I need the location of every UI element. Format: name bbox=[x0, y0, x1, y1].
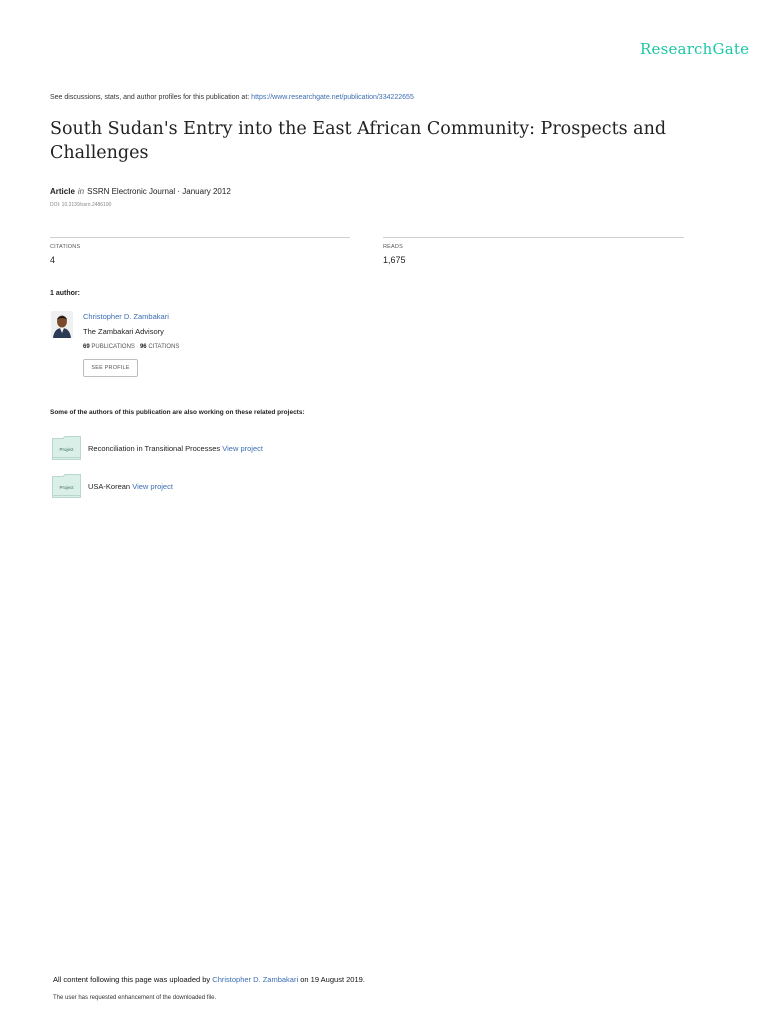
article-title: South Sudan's Entry into the East African Community: Prospects and Challenges bbox=[50, 119, 667, 163]
projects-heading: Some of the authors of this publication are also working on these related projects: bbox=[50, 409, 305, 416]
uploader-link[interactable]: Christopher D. Zambakari bbox=[212, 975, 299, 984]
project-title-2: USA-Korean bbox=[88, 482, 131, 491]
article-meta bbox=[50, 187, 231, 196]
author-citations-count: 96 bbox=[139, 344, 147, 350]
reads-value: 1,675 bbox=[383, 255, 406, 265]
author-name-link[interactable]: Christopher D. Zambakari bbox=[83, 312, 169, 321]
publications-label: PUBLICATIONS bbox=[91, 344, 135, 350]
journal-date[interactable]: SSRN Electronic Journal · January 2012 bbox=[87, 187, 231, 196]
authors-heading: 1 author: bbox=[50, 290, 80, 297]
author-stats bbox=[83, 344, 179, 350]
citations-value: 4 bbox=[50, 255, 56, 265]
author-citations-label: CITATIONS bbox=[148, 344, 180, 350]
enhancement-note: The user has requested enhancement of the downloaded file. bbox=[53, 995, 217, 1001]
discussion-line bbox=[50, 94, 414, 101]
upload-prefix: All content following this page was uploaded by bbox=[53, 975, 213, 984]
citations-label: CITATIONS bbox=[50, 244, 81, 250]
project-item-2 bbox=[88, 482, 173, 491]
in-label: in bbox=[77, 187, 85, 196]
person-photo-icon bbox=[51, 311, 73, 338]
researchgate-logo[interactable]: ResearchGate bbox=[640, 40, 750, 58]
divider-reads bbox=[383, 237, 684, 238]
article-type: Article bbox=[50, 187, 75, 196]
project-item-1 bbox=[88, 444, 263, 453]
author-avatar[interactable] bbox=[51, 311, 73, 338]
divider-citations bbox=[50, 237, 350, 238]
upload-suffix: on 19 August 2019. bbox=[298, 975, 365, 984]
upload-notice bbox=[53, 975, 365, 984]
project-folder-icon bbox=[52, 436, 81, 460]
project-title-1: Reconciliation in Transitional Processes bbox=[88, 444, 221, 453]
project-folder-icon bbox=[52, 474, 81, 498]
view-project-link-1[interactable]: View project bbox=[222, 444, 263, 453]
doi-text[interactable]: DOI: 10.2139/ssrn.2486190 bbox=[50, 202, 112, 208]
project-icon-label: Project bbox=[59, 485, 74, 490]
publication-url-link[interactable]: https://www.researchgate.net/publication/334222655 bbox=[251, 94, 414, 101]
publications-count: 69 bbox=[83, 344, 90, 350]
reads-label: READS bbox=[383, 244, 403, 250]
see-profile-button[interactable]: SEE PROFILE bbox=[83, 359, 138, 377]
author-affiliation[interactable]: The Zambakari Advisory bbox=[83, 327, 164, 336]
view-project-link-2[interactable]: View project bbox=[132, 482, 173, 491]
discussion-prefix: See discussions, stats, and author profiles for this publication at: bbox=[50, 94, 252, 101]
project-icon-label: Project bbox=[59, 447, 74, 452]
